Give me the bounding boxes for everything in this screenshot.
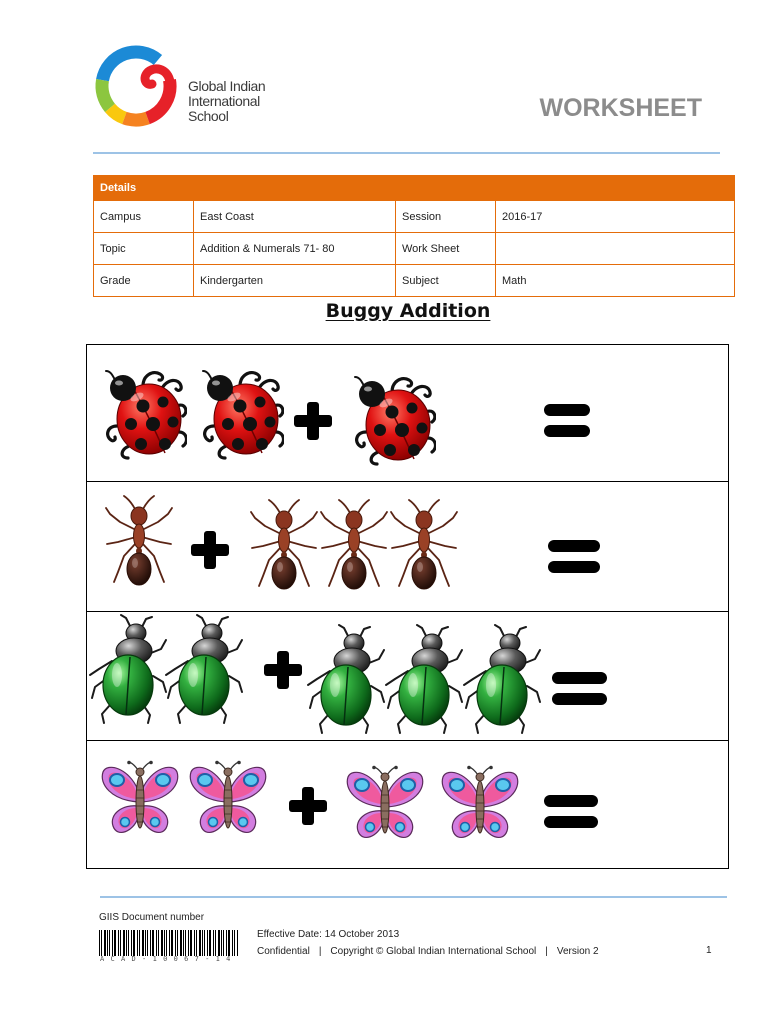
details-value: Math [496, 265, 735, 297]
beetle-icon [384, 623, 464, 735]
ladybug-icon [200, 366, 284, 460]
details-value [496, 233, 735, 265]
problem-row [87, 481, 728, 611]
beetle-icon [164, 613, 244, 725]
beetle-icon [88, 613, 168, 725]
ladybug-icon [103, 366, 187, 460]
details-value: Addition & Numerals 71- 80 [194, 233, 396, 265]
problem-row [87, 345, 728, 481]
details-value: Kindergarten [194, 265, 396, 297]
document-type-heading: WORKSHEET [539, 94, 702, 122]
beetle-icon [306, 623, 386, 735]
school-name-line: International [188, 93, 260, 109]
problems-box [86, 344, 729, 869]
header-divider [93, 152, 720, 154]
details-label: Session [396, 201, 496, 233]
footer-separator: | [545, 946, 548, 957]
plus-icon [294, 402, 332, 440]
plus-icon [289, 787, 327, 825]
equals-icon [548, 540, 600, 573]
problem-row [87, 611, 728, 740]
butterfly-icon [99, 760, 181, 842]
details-title: Details [94, 176, 735, 201]
barcode-text: ACAD-10067-14 [100, 955, 237, 963]
page-number: 1 [706, 945, 712, 956]
ant-icon [389, 498, 459, 594]
footer-separator: | [318, 946, 322, 957]
copyright-text: Copyright © Global Indian International School [330, 946, 537, 957]
equals-icon [544, 795, 598, 828]
butterfly-icon [344, 765, 426, 847]
school-name-line: School [188, 108, 229, 124]
footer-copyright-line [257, 946, 599, 957]
barcode-icon [99, 930, 238, 956]
plus-icon [191, 531, 229, 569]
confidential-label: Confidential [257, 946, 310, 957]
details-row [94, 265, 735, 297]
plus-icon [264, 651, 302, 689]
details-table [93, 175, 735, 297]
details-value: 2016-17 [496, 201, 735, 233]
beetle-icon [462, 623, 542, 735]
version-label: Version 2 [556, 946, 599, 957]
equals-icon [552, 672, 607, 705]
school-name [188, 79, 265, 124]
details-label: Subject [396, 265, 496, 297]
school-name-line: Global Indian [188, 78, 266, 94]
details-label: Work Sheet [396, 233, 496, 265]
details-row [94, 233, 735, 265]
details-label: Topic [94, 233, 194, 265]
butterfly-icon [439, 765, 521, 847]
details-header-row [94, 176, 735, 201]
ant-icon [249, 498, 319, 594]
document-number-label: GIIS Document number [99, 912, 205, 923]
details-label: Campus [94, 201, 194, 233]
butterfly-icon [187, 760, 269, 842]
ladybug-icon [352, 372, 436, 466]
details-value: East Coast [194, 201, 396, 233]
details-label: Grade [94, 265, 194, 297]
effective-date: Effective Date: 14 October 2013 [257, 929, 400, 940]
details-row [94, 201, 735, 233]
ant-icon [319, 498, 389, 594]
equals-icon [544, 404, 590, 437]
giis-logo-icon [94, 44, 178, 128]
footer-divider [100, 896, 727, 898]
problem-row [87, 740, 728, 868]
worksheet-title: Buggy Addition [325, 300, 491, 322]
ant-icon [104, 494, 174, 590]
